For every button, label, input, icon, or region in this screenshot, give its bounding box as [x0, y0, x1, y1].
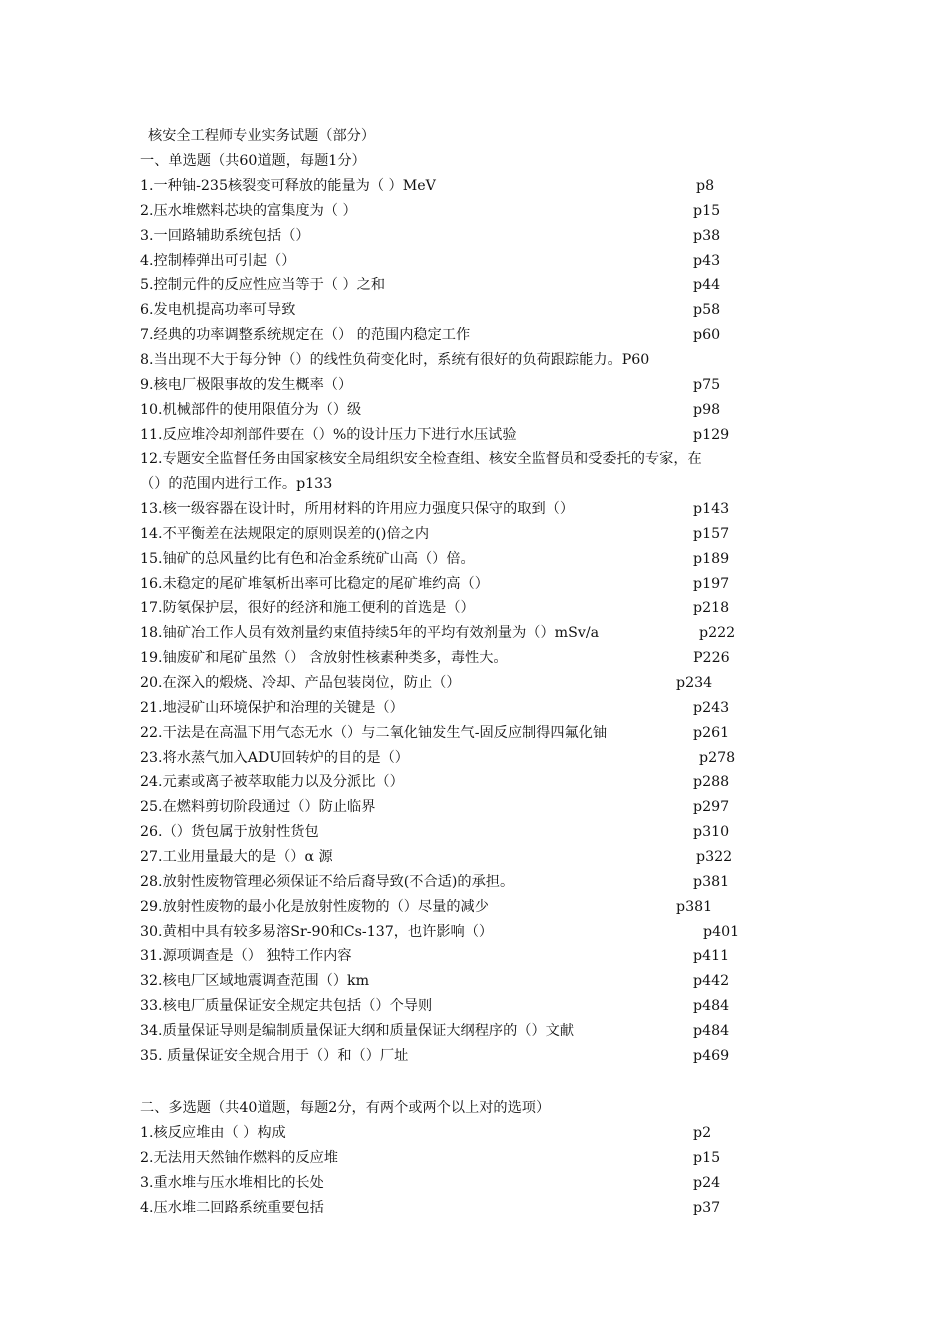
- page-reference: p411: [693, 948, 730, 965]
- question-line: [140, 722, 730, 744]
- question-line: [140, 995, 730, 1017]
- question-text: 1.一种铀-235核裂变可释放的能量为（ ）MeV: [140, 178, 436, 194]
- page-reference: p381: [676, 898, 713, 915]
- question-text: 1.核反应堆由（ ）构成: [140, 1125, 286, 1141]
- question-text: 27.工业用量最大的是（）α 源: [140, 848, 333, 865]
- question-line: [140, 1197, 721, 1219]
- question-text: 25.在燃料剪切阶段通过（）防止临界: [140, 799, 376, 816]
- question-line: [140, 200, 721, 222]
- question-text: 24.元素或离子被萃取能力以及分派比（）: [140, 774, 404, 791]
- question-line: [140, 175, 715, 197]
- page-reference: p484: [693, 1022, 730, 1039]
- question-text: 33.核电厂质量保证安全规定共包括（）个导则: [140, 998, 433, 1015]
- question-text: 31.源项调查是（） 独特工作内容: [140, 948, 352, 965]
- question-text: 2.无法用天然铀作燃料的反应堆: [140, 1149, 338, 1166]
- page-reference: p197: [693, 575, 730, 592]
- question-text: 35. 质量保证安全规合用于（）和（）厂址: [140, 1047, 409, 1064]
- question-line: [140, 597, 730, 619]
- question-line: [140, 250, 721, 272]
- question-line: [140, 945, 730, 967]
- question-line: [140, 672, 713, 694]
- question-line: [140, 523, 730, 545]
- question-text: 29.放射性废物的最小化是放射性废物的（）尽量的减少: [140, 898, 489, 915]
- page-reference: p297: [693, 799, 730, 816]
- page-reference: p24: [693, 1174, 721, 1191]
- page-reference: p222: [699, 625, 736, 642]
- page-reference: p58: [693, 302, 721, 319]
- question-line: [140, 970, 730, 992]
- question-text: 30.黄相中具有较多易溶Sr-90和Cs-137，也许影响（）: [140, 923, 494, 940]
- question-line: [140, 424, 730, 446]
- question-line: [140, 1122, 712, 1144]
- page-reference: p218: [693, 600, 730, 617]
- page-reference: p38: [693, 227, 721, 244]
- section-1-heading: 一、单选题（共60道题，每题1分）: [140, 153, 366, 169]
- question-line: [140, 821, 730, 843]
- page-reference: p43: [693, 252, 721, 269]
- question-line: [140, 871, 730, 893]
- question-line: [140, 747, 736, 769]
- page-reference: p98: [693, 401, 721, 418]
- question-text: 17.防氡保护层，很好的经济和施工便利的首选是（）: [140, 600, 475, 617]
- question-text: 26.（）货包属于放射性货包: [140, 824, 319, 841]
- page-reference: p75: [693, 376, 721, 393]
- question-text: 3.重水堆与压水堆相比的长处: [140, 1174, 324, 1191]
- page-reference: p484: [693, 998, 730, 1015]
- page-reference: p60: [693, 327, 721, 344]
- page-reference: p322: [696, 848, 733, 865]
- page-reference: p15: [693, 1149, 721, 1166]
- page-reference: p261: [693, 724, 730, 741]
- question-text: 28.放射性废物管理必须保证不给后裔导致(不合适)的承担。: [140, 873, 515, 890]
- question-text: 23.将水蒸气加入ADU回转炉的目的是（）: [140, 749, 409, 766]
- page-reference: p2: [693, 1125, 712, 1141]
- question-line: [140, 573, 730, 595]
- page-reference: p278: [699, 749, 736, 766]
- question-text: 13.核一级容器在设计时，所用材料的许用应力强度只保守的取到（）: [140, 501, 575, 518]
- page-reference: P226: [693, 650, 730, 667]
- page-reference: p189: [693, 550, 730, 567]
- question-text: 12.专题安全监督任务由国家核安全局组织安全检查组、核安全监督员和受委托的专家，在: [140, 451, 702, 468]
- page-reference: p310: [693, 824, 730, 841]
- question-text: 32.核电厂区域地震调查范围（）km: [140, 973, 370, 990]
- question-text: 7.经典的功率调整系统规定在（） 的范围内稳定工作: [140, 327, 471, 344]
- page-reference: p381: [693, 873, 730, 890]
- question-text: 5.控制元件的反应性应当等于（ ）之和: [140, 277, 386, 294]
- question-line: [140, 448, 702, 470]
- page-reference: p288: [693, 774, 730, 791]
- question-line: [140, 921, 740, 943]
- question-line: [140, 1020, 730, 1042]
- question-text: 4.压水堆二回路系统重要包括: [140, 1199, 324, 1216]
- question-line: [140, 697, 730, 719]
- question-text: 34.质量保证导则是编制质量保证大纲和质量保证大纲程序的（）文献: [140, 1022, 575, 1039]
- question-text: 8.当出现不大于每分钟（）的线性负荷变化时，系统有很好的负荷跟踪能力。P60: [140, 351, 650, 368]
- page-reference: p44: [693, 277, 721, 294]
- page-reference: p243: [693, 699, 730, 716]
- page-reference: p234: [676, 675, 713, 691]
- question-line: [140, 846, 733, 868]
- question-text: （）的范围内进行工作。p133: [140, 476, 333, 493]
- question-line: [140, 374, 721, 396]
- question-text: 3.一回路辅助系统包括（）: [140, 227, 310, 244]
- page-reference: p442: [693, 973, 730, 990]
- page-reference: p15: [693, 202, 721, 219]
- page-reference: p143: [693, 501, 730, 518]
- question-text: 14.不平衡差在法规限定的原则误差的()倍之内: [140, 525, 430, 542]
- question-line: [140, 622, 736, 644]
- question-line: [140, 324, 721, 346]
- question-text: 6.发电机提高功率可导致: [140, 302, 296, 319]
- question-line: [140, 896, 713, 918]
- question-line: [140, 1147, 721, 1169]
- page-reference: p469: [693, 1047, 730, 1064]
- page-reference: p129: [693, 426, 730, 443]
- page-reference: p8: [696, 178, 715, 194]
- question-text: 20.在深入的煅烧、冷却、产品包装岗位，防止（）: [140, 675, 461, 691]
- question-text: 18.铀矿冶工作人员有效剂量约束值持续5年的平均有效剂量为（）mSv/a: [140, 625, 600, 642]
- question-line: [140, 299, 721, 321]
- question-text: 2.压水堆燃料芯块的富集度为（ ）: [140, 202, 357, 219]
- question-text: 11.反应堆冷却剂部件要在（）%的设计压力下进行水压试验: [140, 426, 517, 443]
- question-text: 4.控制棒弹出可引起（）: [140, 252, 296, 269]
- question-line: [140, 399, 721, 421]
- question-line: [140, 647, 730, 669]
- question-text: 9.核电厂极限事故的发生概率（）: [140, 376, 353, 393]
- question-line: [140, 548, 730, 570]
- question-line: [140, 349, 649, 371]
- question-line: [140, 1172, 721, 1194]
- question-line: [140, 1045, 730, 1067]
- document-title: 核安全工程师专业实务试题（部分）: [148, 128, 376, 144]
- question-line: [140, 473, 332, 495]
- question-line: [140, 225, 721, 247]
- question-line: [140, 274, 721, 296]
- question-text: 16.未稳定的尾矿堆氡析出率可比稳定的尾矿堆约高（）: [140, 575, 489, 592]
- page-reference: p401: [703, 923, 740, 940]
- question-text: 15.铀矿的总风量约比有色和冶金系统矿山高（）倍。: [140, 550, 475, 567]
- question-text: 22.干法是在高温下用气态无水（）与二氧化铀发生气-固反应制得四氟化铀: [140, 724, 608, 741]
- page-reference: p37: [693, 1199, 721, 1216]
- question-line: [140, 498, 730, 520]
- page-reference: p157: [693, 525, 730, 542]
- section-2-heading: 二、多选题（共40道题，每题2分，有两个或两个以上对的选项）: [140, 1100, 551, 1116]
- question-text: 10.机械部件的使用限值分为（）级: [140, 401, 362, 418]
- question-text: 19.铀废矿和尾矿虽然（） 含放射性核素种类多，毒性大。: [140, 650, 508, 667]
- question-line: [140, 796, 730, 818]
- question-line: [140, 771, 730, 793]
- question-text: 21.地浸矿山环境保护和治理的关键是（）: [140, 699, 404, 716]
